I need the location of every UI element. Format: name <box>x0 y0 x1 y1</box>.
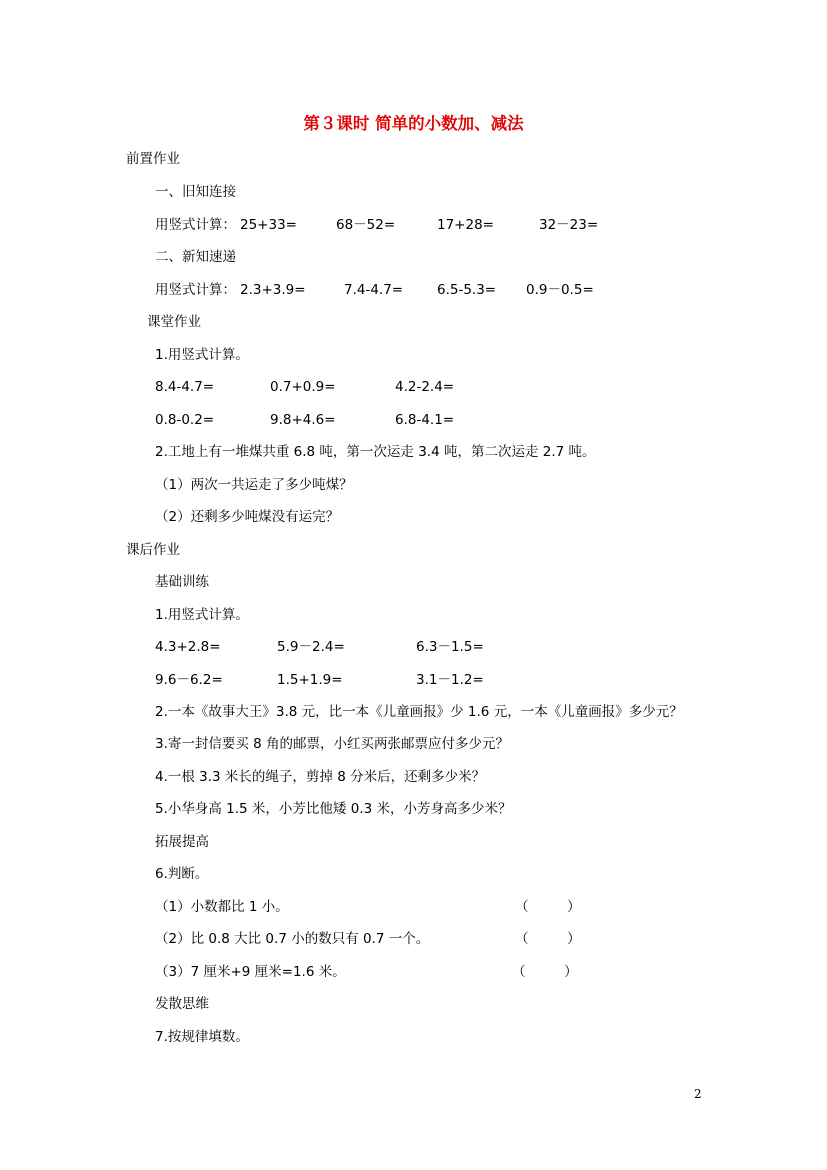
answer-bracket: （ ） <box>512 964 578 980</box>
answer-bracket: （ ） <box>515 899 581 915</box>
subsection-heading-extend: 拓展提高 <box>155 834 209 850</box>
section-heading-after: 课后作业 <box>126 542 180 558</box>
problem-item: 9.8+4.6= <box>270 412 336 428</box>
question-label: 1.用竖式计算。 <box>155 607 249 623</box>
section-heading-pre: 前置作业 <box>126 151 180 167</box>
subsection-heading-basic: 基础训练 <box>155 574 209 590</box>
sub-question: （2）还剩多少吨煤没有运完？ <box>155 509 340 525</box>
question-label: 1.用竖式计算。 <box>155 347 249 363</box>
word-problem: 3.寄一封信要买 8 角的邮票，小红买两张邮票应付多少元？ <box>155 736 510 752</box>
instruction-text: 用竖式计算： <box>155 282 236 298</box>
word-problem: 2.一本《故事大王》3.8 元，比一本《儿童画报》少 1.6 元，一本《儿童画报》多少元？ <box>155 704 683 720</box>
problem-item: 17+28= <box>437 217 494 233</box>
problem-item: 25+33= <box>240 217 297 233</box>
problem-item: 8.4-4.7= <box>155 379 215 395</box>
section-heading-class: 课堂作业 <box>147 314 201 330</box>
problem-item: 5.9－2.4= <box>277 639 345 655</box>
subsection-heading-diverge: 发散思维 <box>155 996 209 1012</box>
subsection-heading-review: 一、旧知连接 <box>155 184 236 200</box>
sub-question: （1）两次一共运走了多少吨煤？ <box>155 477 353 493</box>
problem-item: 32－23= <box>539 217 599 233</box>
word-problem: 4.一根 3.3 米长的绳子，剪掉 8 分米后，还剩多少米？ <box>155 769 486 785</box>
problem-item: 4.3+2.8= <box>155 639 221 655</box>
problem-item: 68－52= <box>336 217 396 233</box>
question-label: 7.按规律填数。 <box>155 1029 249 1045</box>
problem-item: 0.8-0.2= <box>155 412 215 428</box>
problem-item: 9.6－6.2= <box>155 672 223 688</box>
instruction-text: 用竖式计算： <box>155 217 236 233</box>
page-title: 第３课时 简单的小数加、减法 <box>303 114 524 133</box>
problem-item: 3.1－1.2= <box>416 672 484 688</box>
problem-item: 6.8-4.1= <box>395 412 455 428</box>
problem-item: 0.7+0.9= <box>270 379 336 395</box>
question-label: 6.判断。 <box>155 866 209 882</box>
problem-item: 4.2-2.4= <box>395 379 455 395</box>
problem-item: 6.5-5.3= <box>437 282 497 298</box>
problem-item: 1.5+1.9= <box>277 672 343 688</box>
word-problem: 2.工地上有一堆煤共重 6.8 吨，第一次运走 3.4 吨，第二次运走 2.7 吨。 <box>155 444 596 460</box>
problem-item: 6.3－1.5= <box>416 639 484 655</box>
word-problem: 5.小华身高 1.5 米，小芳比他矮 0.3 米，小芳身高多少米？ <box>155 801 512 817</box>
problem-item: 2.3+3.9= <box>240 282 306 298</box>
judgement-item: （1）小数都比 1 小。 <box>155 899 289 915</box>
problem-item: 0.9－0.5= <box>526 282 594 298</box>
answer-bracket: （ ） <box>515 931 581 947</box>
page-number: 2 <box>694 1087 702 1101</box>
judgement-item: （3）7 厘米+9 厘米=1.6 米。 <box>155 964 346 980</box>
judgement-item: （2）比 0.8 大比 0.7 小的数只有 0.7 一个。 <box>155 931 430 947</box>
problem-item: 7.4-4.7= <box>344 282 404 298</box>
subsection-heading-new: 二、新知速递 <box>155 249 236 265</box>
